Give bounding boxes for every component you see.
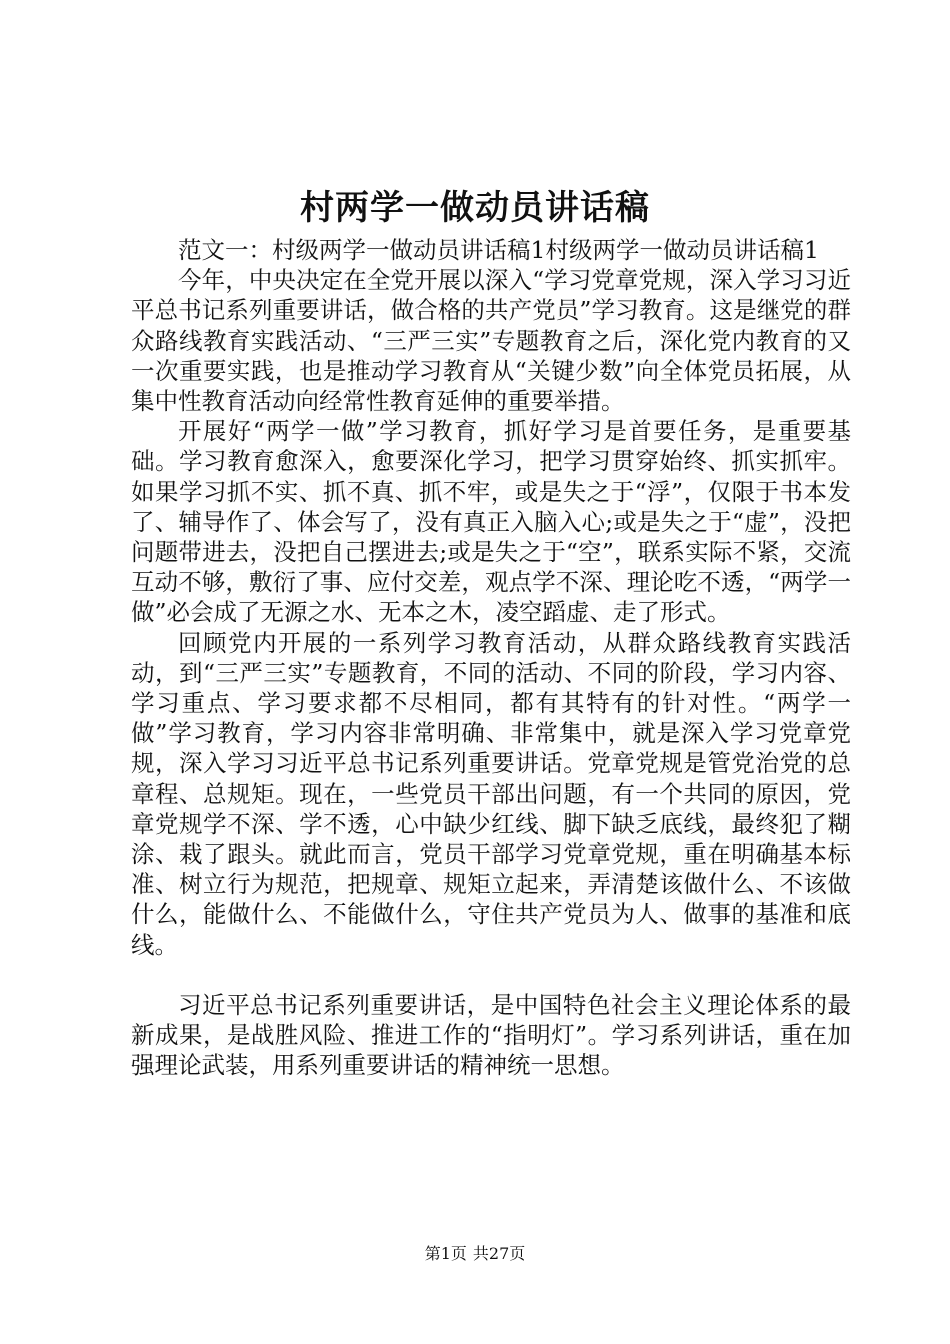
paragraph-speeches: 习近平总书记系列重要讲话，是中国特色社会主义理论体系的最新成果，是战胜风险、推进工作的“指明灯”。学习系列讲话，重在加强理论武装，用系列重要讲话的精神统一思想。 <box>131 990 851 1080</box>
page-number: 第1页 <box>424 1244 467 1263</box>
document-title: 村两学一做动员讲话稿 <box>300 188 650 228</box>
paragraph-intro: 今年，中央决定在全党开展以深入“学习党章党规，深入学习习近平总书记系列重要讲话，做合格的共产党员”学习教育。这是继党的群众路线教育实践活动、“三严三实”专题教育之后，深化党内教育的又一次重要实践，也是推动学习教育从“关键少数”向全体党员拓展，从集中性教育活动向经常性教育延伸的重要举措。 <box>131 266 851 416</box>
paragraph-source-line: 范文一：村级两学一做动员讲话稿1村级两学一做动员讲话稿1 <box>178 236 819 264</box>
paragraph-review: 回顾党内开展的一系列学习教育活动，从群众路线教育实践活动，到“三严三实”专题教育，不同的活动、不同的阶段，学习内容、学习重点、学习要求都不尽相同，都有其特有的针对性。“两学一做”学习教育，学习内容非常明确、非常集中，就是深入学习党章党规，深入学习习近平总书记系列重要讲话。党章党规是管党治党的总章程、总规矩。现在，一些党员干部出问题，有一个共同的原因，党章党规学不深、学不透，心中缺少红线、脚下缺乏底线，最终犯了糊涂、栽了跟头。就此而言，党员干部学习党章党规，重在明确基本标准、树立行为规范，把规章、规矩立起来，弄清楚该做什么、不该做什么，能做什么、不能做什么，守住共产党员为人、做事的基准和底线。 <box>131 628 851 959</box>
document-body <box>131 235 851 1080</box>
paragraph-study-task: 开展好“两学一做”学习教育，抓好学习是首要任务，是重要基础。学习教育愈深入，愈要深化学习，把学习贯穿始终、抓实抓牢。如果学习抓不实、抓不真、抓不牢，或是失之于“浮”，仅限于书本发了、辅导作了、体会写了，没有真正入脑入心;或是失之于“虚”，没把问题带进去，没把自己摆进去;或是失之于“空”，联系实际不紧，交流互动不够，敷衍了事、应付交差，观点学不深、理论吃不透，“两学一做”必会成了无源之水、无本之木，凌空蹈虚、走了形式。 <box>131 417 851 627</box>
page-footer <box>0 1243 950 1265</box>
page-total: 共27页 <box>472 1244 526 1263</box>
